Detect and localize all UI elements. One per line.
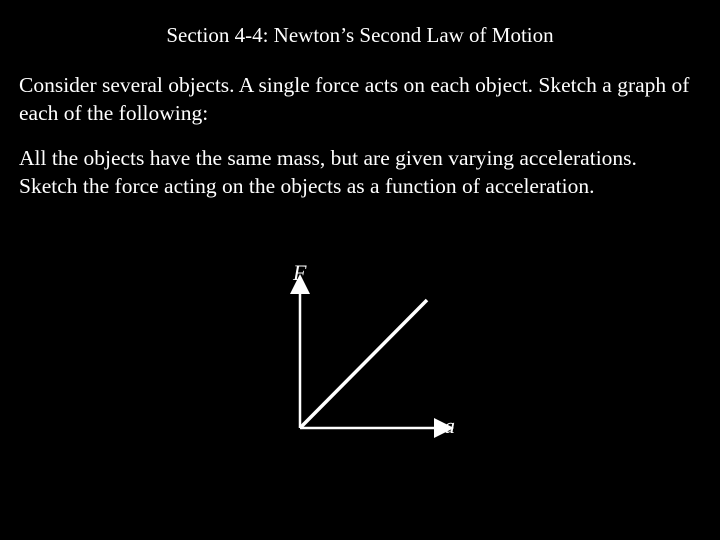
question-paragraph: All the objects have the same mass, but are given varying accelerations. Sketch the force acting on the objects as a function of acceleration. — [19, 146, 637, 198]
y-axis-label: F — [293, 260, 307, 285]
force-vs-acceleration-graph — [280, 255, 480, 445]
proportional-line — [300, 300, 427, 428]
slide-title: Section 4-4: Newton’s Second Law of Motion — [166, 23, 554, 47]
intro-paragraph: Consider several objects. A single force acts on each object. Sketch a graph of each of the following: — [19, 73, 690, 125]
x-axis-label: a — [444, 413, 455, 438]
